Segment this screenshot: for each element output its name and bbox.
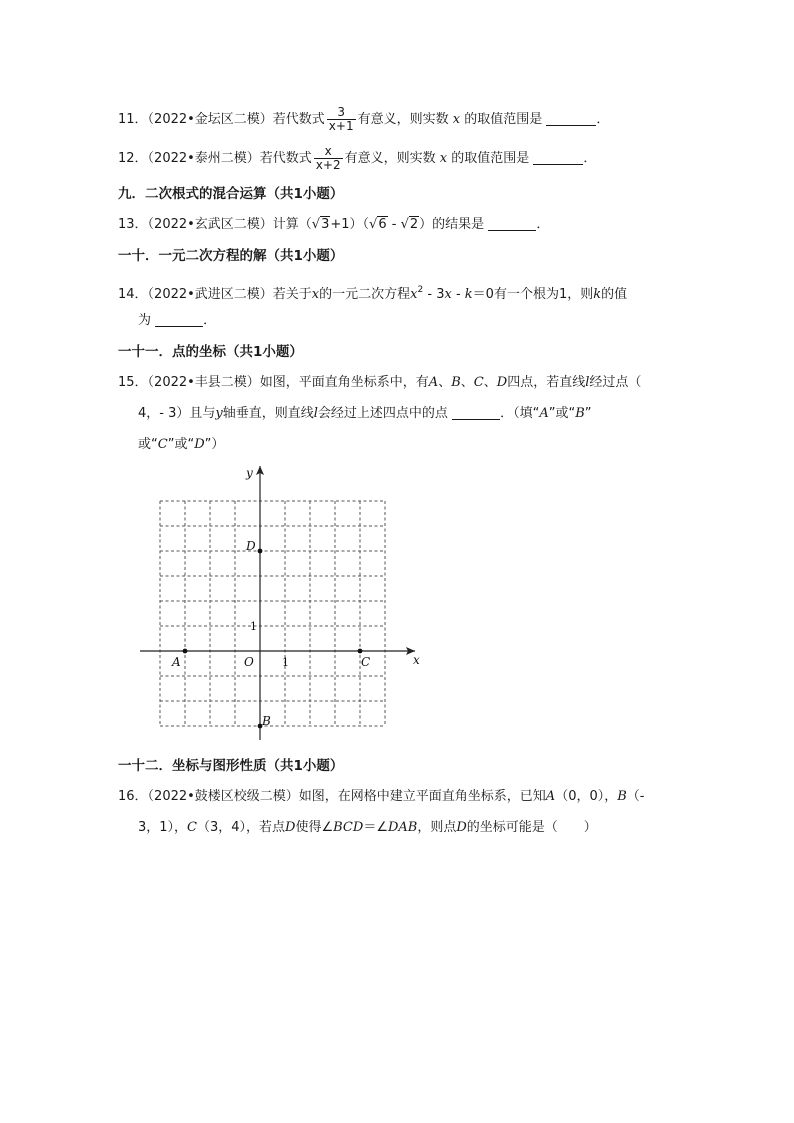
answer-blank [488, 216, 536, 231]
q14-prefix: 14．（2022•武进区二模）若关于 [118, 287, 312, 302]
q16-angle-2: DAB [387, 820, 418, 835]
question-11 [118, 106, 609, 133]
question-16-line-2 [138, 818, 597, 838]
q15-sep2: 、 [460, 375, 474, 390]
q15-y: y [215, 406, 223, 421]
q14-line2: 为 [138, 313, 152, 328]
q15-line2-c: 会经过上述四点中的点 [317, 406, 448, 421]
answer-blank [155, 312, 203, 327]
q15-D: D [496, 375, 508, 390]
q14-line1-end: 的值 [601, 287, 628, 302]
q16-B: B [617, 789, 627, 804]
y-axis-label: y [246, 466, 253, 480]
q15-fill-C: C [157, 437, 168, 452]
sqrt-6: √6 [369, 217, 387, 232]
q13-radicand-3: 2 [409, 217, 419, 232]
q11-frac-den: x+1 [328, 119, 354, 133]
q12-fraction [314, 145, 343, 172]
q14-var-x2: x [410, 287, 418, 302]
q13-radicand-2: 6 [378, 217, 387, 232]
q15-line3-b: ”或“ [167, 437, 195, 452]
x-axis-label: x [413, 653, 420, 667]
q15-line2-b: 轴垂直，则直线 [222, 406, 314, 421]
q16-line2-c: 使得∠ [295, 820, 334, 835]
coordinate-grid-figure [130, 460, 430, 745]
q14-sup: 2 [417, 285, 424, 295]
q13-part3: ）的结果是 [419, 217, 485, 232]
q15-line1-a: 15．（2022•丰县二模）如图，平面直角坐标系中，有 [118, 375, 429, 390]
q13-minus: - [387, 217, 401, 232]
q15-line1-b: 四点，若直线 [507, 375, 586, 390]
q14-end: ． [203, 313, 217, 328]
q13-radicand-1: 3 [321, 217, 330, 232]
section-heading-9: 九．二次根式的混合运算（共1小题） [118, 186, 344, 202]
q15-line3-a: 或“ [138, 437, 158, 452]
q15-B: B [451, 375, 461, 390]
q15-line2-e: ”或“ [548, 406, 576, 421]
q14-eq-c: ＝0有一个根为1，则 [472, 287, 594, 302]
q15-fill-A: A [539, 406, 549, 421]
q15-fill-B: B [575, 406, 585, 421]
question-15-line-2 [138, 404, 592, 424]
question-14-line-1 [118, 280, 627, 305]
q15-sep3: 、 [483, 375, 497, 390]
q16-line1-b: （0，0）， [555, 789, 618, 804]
point-A [183, 649, 188, 654]
question-12 [118, 145, 596, 172]
point-C [358, 649, 363, 654]
q15-C: C [473, 375, 484, 390]
answer-blank [533, 150, 583, 165]
q15-sep1: 、 [438, 375, 452, 390]
grid-lines [160, 501, 385, 726]
q14-var-x: x [311, 287, 320, 302]
q16-line2-a: 3，1）， [138, 820, 188, 835]
sqrt-3: √3 [311, 217, 330, 232]
q11-suffix: 的取值范围是 [464, 112, 543, 127]
point-D-label: D [246, 539, 256, 553]
q12-frac-den: x+2 [315, 158, 341, 172]
q16-D2: D [456, 820, 467, 835]
q14-eq-b: - [451, 287, 465, 302]
q12-end: ． [583, 151, 597, 166]
point-D [258, 549, 263, 554]
q16-angle-1: BCD [333, 820, 364, 835]
q12-suffix: 的取值范围是 [451, 151, 530, 166]
q15-l: l [585, 375, 590, 390]
q16-A: A [545, 789, 556, 804]
q13-prefix: 13．（2022•玄武区二模）计算（ [118, 217, 312, 232]
section-heading-10: 一十．一元二次方程的解（共1小题） [118, 248, 344, 264]
q16-line2-b: （3，4），若点 [197, 820, 286, 835]
q11-end: ． [596, 112, 610, 127]
q13-part2: +1）（ [330, 217, 370, 232]
q15-A: A [428, 375, 439, 390]
q12-frac-num: x [314, 145, 343, 159]
q14-var-x3: x [444, 287, 452, 302]
question-16-line-1 [118, 787, 645, 807]
section-heading-12: 一十二．坐标与图形性质（共1小题） [118, 758, 344, 774]
q15-line2-f: ” [584, 406, 592, 421]
q15-line2-a: 4，- 3）且与 [138, 406, 216, 421]
q16-line2-e: ，则点 [417, 820, 457, 835]
q13-end: ． [536, 217, 550, 232]
x-tick-label: 1 [282, 656, 289, 669]
point-B-label: B [262, 714, 271, 728]
question-15-line-1 [118, 373, 641, 393]
q11-prefix: 11．（2022•金坛区二模）若代数式 [118, 112, 325, 127]
q14-var-k: k [464, 287, 473, 302]
q16-C: C [187, 820, 197, 835]
point-A-label: A [172, 655, 181, 669]
q15-fill-D: D [194, 437, 205, 452]
q16-line1-c: （- [626, 789, 645, 804]
q14-var-k2: k [593, 287, 602, 302]
q16-line2-d: ＝∠ [363, 820, 388, 835]
q14-mid: 的一元二次方程 [319, 287, 411, 302]
q16-D: D [285, 820, 296, 835]
q16-line1-a: 16．（2022•鼓楼区校级二模）如图，在网格中建立平面直角坐标系，已知 [118, 789, 546, 804]
q16-line2-f: 的坐标可能是（ ） [466, 820, 597, 835]
answer-blank [546, 111, 596, 126]
q11-mid: 有意义，则实数 [357, 112, 449, 127]
y-tick-label: 1 [250, 620, 257, 633]
q11-frac-num: 3 [327, 106, 356, 120]
q15-line3-c: ”） [204, 437, 225, 452]
section-heading-11: 一十一．点的坐标（共1小题） [118, 344, 303, 360]
q12-var: x [439, 151, 448, 166]
q12-mid: 有意义，则实数 [344, 151, 436, 166]
q15-l2: l [313, 406, 318, 421]
origin-label: O [244, 655, 254, 669]
question-14-line-2 [138, 311, 216, 331]
q11-var: x [452, 112, 461, 127]
answer-blank [452, 405, 500, 420]
sqrt-2: √2 [400, 217, 419, 232]
q12-prefix: 12．（2022•泰州二模）若代数式 [118, 151, 312, 166]
q15-line1-c: 经过点（ [589, 375, 642, 390]
point-C-label: C [361, 655, 371, 669]
q15-line2-d: ．（填“ [500, 406, 540, 421]
q14-eq-a: - 3 [423, 287, 445, 302]
question-15-line-3 [138, 435, 224, 455]
question-13 [118, 215, 549, 235]
q11-fraction [327, 106, 356, 133]
